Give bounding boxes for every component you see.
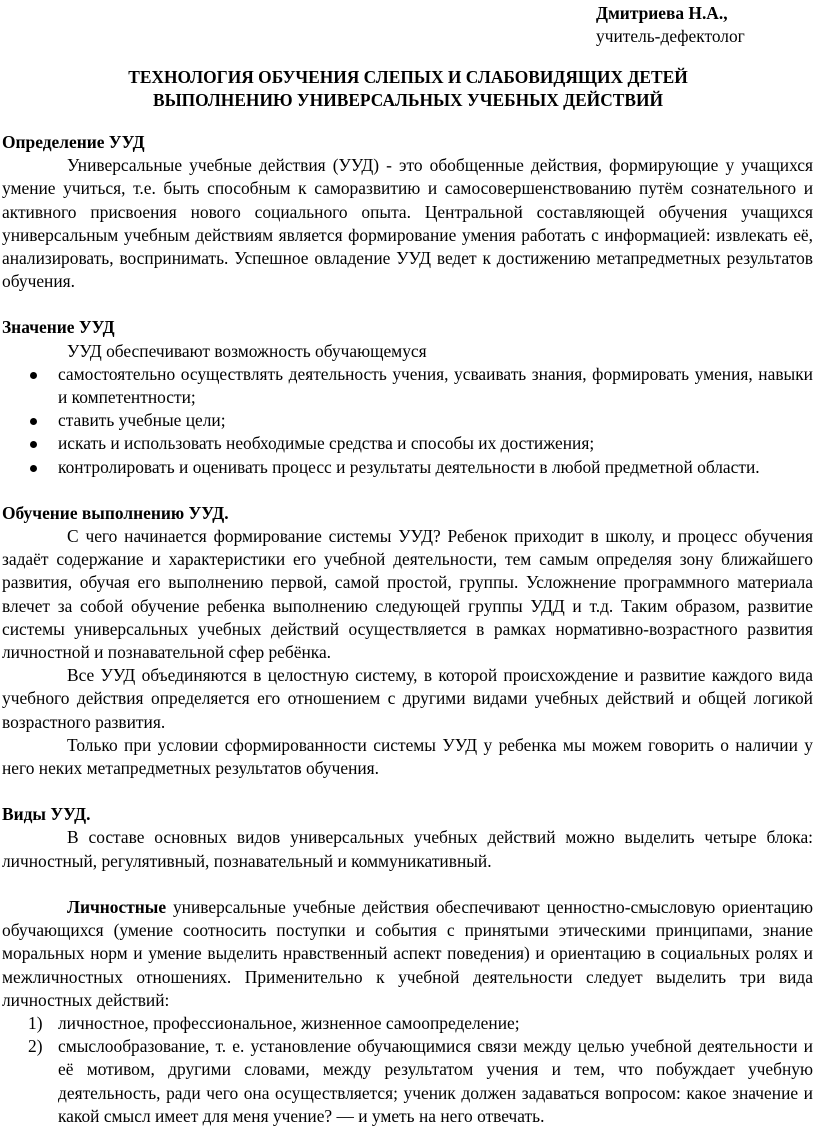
list-item: 2) смыслообразование, т. е. установление обучающимися связи между целью учебной деятельности и её мотивом, другими словами, между результатом учения и тем, что побуждает учебную деятельность, ради чего она осуществляется; ученик должен задаваться вопросом: какое значение и какой смысл имеет для меня учение? — и уметь на него отвечать. xyxy=(28,1036,813,1126)
personal-paragraph: Личностные универсальные учебные действия обеспечивают ценностно-смысловую ориентацию обучающихся (умение соотносить поступки и события с принятыми этическими принципами, знание моральных норм и умение выделить нравственный аспект поведения) и ориентацию в социальных ролях и межличностных отношениях. Применительно к учебной деятельности следует выделить три вида личностных действий: xyxy=(2,896,813,1010)
meaning-list xyxy=(2,363,813,479)
author-name: Дмитриева Н.А., xyxy=(596,3,728,23)
author-role: учитель-дефектолог xyxy=(596,26,745,47)
document-title xyxy=(0,66,816,112)
bullet-icon xyxy=(30,441,37,448)
list-item: ставить учебные цели; xyxy=(2,409,813,432)
types-heading: Виды УУД. xyxy=(2,804,91,825)
meaning-intro: УУД обеспечивают возможность обучающемуся xyxy=(67,340,427,361)
definition-paragraph: Универсальные учебные действия (УУД) - это обобщенные действия, формирующие у учащихся умение учиться, т.е. быть способным к саморазвитию и самосовершенствованию путём сознательного и активного присвоения нового социального опыта. Центральной составляющей обучения учащихся универсальным учебным действиям является формирование умения работать с информацией: извлекать её, анализировать, воспринимать. Успешное овладение УУД ведет к достижению метапредметных результатов обучения. xyxy=(2,155,813,292)
personal-term: Личностные xyxy=(67,896,167,917)
title-line-2: ВЫПОЛНЕНИЮ УНИВЕРСАЛЬНЫХ УЧЕБНЫХ ДЕЙСТВИЙ xyxy=(152,90,664,110)
bullet-icon xyxy=(30,418,37,425)
list-item: 1) личностное, профессиональное, жизненное самоопределение; xyxy=(28,1012,520,1033)
meaning-heading: Значение УУД xyxy=(2,317,115,338)
definition-heading: Определение УУД xyxy=(2,132,145,152)
bullet-icon xyxy=(30,465,37,472)
bullet-icon xyxy=(30,372,37,379)
list-item: самостоятельно осуществлять деятельность учения, усваивать знания, формировать умения, навыки и компетентности; xyxy=(2,363,813,409)
teaching-heading: Обучение выполнению УУД. xyxy=(2,502,229,523)
document-body xyxy=(2,131,813,1128)
teaching-paragraph-2: Все УУД объединяются в целостную систему, в которой происхождение и развитие каждого вида учебного действия определяется его отношением с другими видами учебных действий и общей логикой возрастного развития. xyxy=(2,665,813,732)
title-line-1: ТЕХНОЛОГИЯ ОБУЧЕНИЯ СЛЕПЫХ И СЛАБОВИДЯЩИХ ДЕТЕЙ xyxy=(128,67,688,87)
author-block xyxy=(596,2,786,48)
teaching-paragraph-3: Только при условии сформированности системы УУД у ребенка мы можем говорить о наличии у него неких метапредметных результатов обучения. xyxy=(2,734,813,779)
list-item: искать и использовать необходимые средства и способы их достижения; xyxy=(2,432,813,455)
list-item: контролировать и оценивать процесс и результаты деятельности в любой предметной области. xyxy=(2,456,813,479)
teaching-paragraph-1: С чего начинается формирование системы УУД? Ребенок приходит в школу, и процесс обучения задаёт содержание и характеристики его учебной деятельности, тем самым определяя зону ближайшего развития, обучая его выполнению первой, самой простой, группы. Усложнение программного материала влечет за собой обучение ребенка выполнению следующей группы УДД и т.д. Таким образом, развитие системы универсальных учебных действий осуществляется в рамках нормативно-возрастного развития личностной и познавательной сфер ребёнка. xyxy=(2,526,813,663)
types-paragraph-1: В составе основных видов универсальных учебных действий можно выделить четыре блока: личностный, регулятивный, познавательный и коммуникативный. xyxy=(2,827,813,871)
